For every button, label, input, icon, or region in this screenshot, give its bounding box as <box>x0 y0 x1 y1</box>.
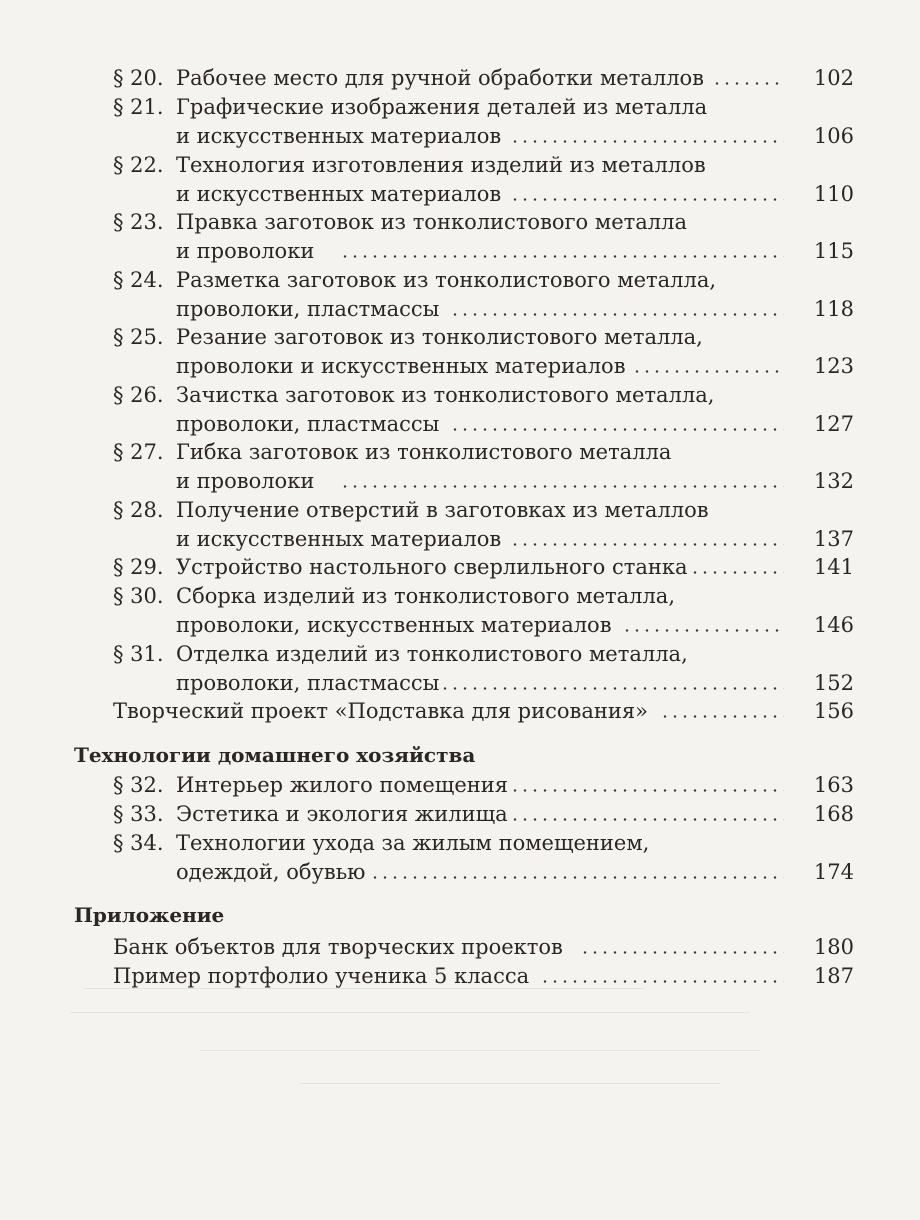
page-number: 180 <box>813 935 854 959</box>
show-through-line <box>200 1050 760 1051</box>
section-number: § 20. <box>113 66 164 90</box>
toc-entry-23 <box>0 207 920 237</box>
section-heading-home-technologies: Технологии домашнего хозяйства <box>74 743 476 767</box>
entry-title-cont: проволоки, пластмассы <box>176 671 440 695</box>
page-number: 102 <box>813 66 854 90</box>
show-through-line <box>300 1083 720 1084</box>
dot-leader <box>690 571 784 574</box>
toc-entry-27 <box>0 437 920 467</box>
entry-title: Получение отверстий в заготовках из металлов <box>176 498 709 522</box>
page-number: 174 <box>813 860 854 884</box>
toc-entry-34-cont <box>0 857 920 887</box>
toc-entry-30 <box>0 581 920 611</box>
page-number: 106 <box>813 124 854 148</box>
entry-title: Банк объектов для творческих проектов <box>113 935 563 959</box>
section-number: § 28. <box>113 498 164 522</box>
dot-leader <box>660 715 784 718</box>
section-number: § 22. <box>113 153 164 177</box>
entry-title-cont: одеждой, обувью <box>176 860 366 884</box>
entry-title-cont: проволоки и искусственных материалов <box>176 354 626 378</box>
dot-leader <box>580 951 784 954</box>
toc-entry-22 <box>0 150 920 180</box>
toc-entry-27-cont <box>0 466 920 496</box>
toc-entry-bank <box>0 932 920 962</box>
entry-title: Разметка заготовок из тонколистового металла, <box>176 268 717 292</box>
dot-leader <box>510 198 784 201</box>
entry-title-cont: и искусственных материалов <box>176 182 502 206</box>
dot-leader <box>450 313 784 316</box>
toc-entry-26-cont <box>0 409 920 439</box>
section-number: § 27. <box>113 440 164 464</box>
dot-leader <box>622 629 784 632</box>
page-number: 156 <box>813 699 854 723</box>
section-number: § 23. <box>113 210 164 234</box>
dot-leader <box>440 687 784 690</box>
dot-leader <box>712 82 784 85</box>
entry-title: Устройство настольного сверлильного станка <box>176 555 688 579</box>
toc-entry-portfolio <box>0 961 920 991</box>
toc-entry-29 <box>0 552 920 582</box>
dot-leader <box>370 876 784 879</box>
entry-title: Зачистка заготовок из тонколистового металла, <box>176 383 715 407</box>
entry-title: Отделка изделий из тонколистового металла, <box>176 642 688 666</box>
toc-entry-24 <box>0 265 920 295</box>
entry-title: Графические изображения деталей из металла <box>176 95 708 119</box>
toc-entry-33 <box>0 799 920 829</box>
dot-leader <box>632 370 784 373</box>
toc-entry-23-cont <box>0 236 920 266</box>
dot-leader <box>340 255 784 258</box>
entry-title-cont: и проволоки <box>176 239 315 263</box>
entry-title: Пример портфолио ученика 5 класса <box>113 964 530 988</box>
section-heading-appendix: Приложение <box>74 903 225 927</box>
entry-title-cont: и искусственных материалов <box>176 124 502 148</box>
page-number: 163 <box>813 773 854 797</box>
entry-title: Технологии ухода за жилым помещением, <box>176 831 650 855</box>
entry-title: Гибка заготовок из тонколистового металла <box>176 440 672 464</box>
page-number: 127 <box>813 412 854 436</box>
section-number: § 25. <box>113 325 164 349</box>
entry-title-cont: и искусственных материалов <box>176 527 502 551</box>
toc-entry-30-cont <box>0 610 920 640</box>
toc-entry-20 <box>0 63 920 93</box>
entry-title: Интерьер жилого помещения <box>176 773 508 797</box>
dot-leader <box>510 140 784 143</box>
page-number: 187 <box>813 964 854 988</box>
section-number: § 34. <box>113 831 164 855</box>
show-through-line <box>70 1012 750 1013</box>
section-number: § 21. <box>113 95 164 119</box>
entry-title: Творческий проект «Подставка для рисования» <box>113 699 648 723</box>
entry-title-cont: и проволоки <box>176 469 315 493</box>
page-number: 152 <box>813 671 854 695</box>
dot-leader <box>510 789 784 792</box>
dot-leader <box>540 980 784 983</box>
entry-title: Правка заготовок из тонколистового металла <box>176 210 687 234</box>
toc-entry-25-cont <box>0 351 920 381</box>
entry-title: Сборка изделий из тонколистового металла, <box>176 584 676 608</box>
page-number: 168 <box>813 802 854 826</box>
toc-entry-24-cont <box>0 294 920 324</box>
dot-leader <box>450 428 784 431</box>
page-number: 123 <box>813 354 854 378</box>
toc-entry-34 <box>0 828 920 858</box>
toc-entry-32 <box>0 770 920 800</box>
page-number: 118 <box>813 297 854 321</box>
entry-title: Рабочее место для ручной обработки металлов <box>176 66 704 90</box>
entry-title-cont: проволоки, искусственных материалов <box>176 613 612 637</box>
section-number: § 31. <box>113 642 164 666</box>
dot-leader <box>510 543 784 546</box>
toc-entry-26 <box>0 380 920 410</box>
page-number: 141 <box>813 555 854 579</box>
page-number: 146 <box>813 613 854 637</box>
toc-entry-28 <box>0 495 920 525</box>
section-number: § 33. <box>113 802 164 826</box>
dot-leader <box>340 485 784 488</box>
entry-title: Технология изготовления изделий из металлов <box>176 153 706 177</box>
toc-entry-21-cont <box>0 121 920 151</box>
toc-entry-22-cont <box>0 179 920 209</box>
page-number: 137 <box>813 527 854 551</box>
toc-entry-31-cont <box>0 668 920 698</box>
page-number: 132 <box>813 469 854 493</box>
page-number: 110 <box>813 182 854 206</box>
toc-entry-25 <box>0 322 920 352</box>
toc-entry-21 <box>0 92 920 122</box>
toc-entry-project <box>0 696 920 726</box>
entry-title: Эстетика и экология жилища <box>176 802 508 826</box>
page-number: 115 <box>813 239 854 263</box>
section-number: § 29. <box>113 555 164 579</box>
section-number: § 24. <box>113 268 164 292</box>
section-number: § 26. <box>113 383 164 407</box>
section-number: § 32. <box>113 773 164 797</box>
toc-entry-31 <box>0 639 920 669</box>
entry-title: Резание заготовок из тонколистового металла, <box>176 325 703 349</box>
toc-entry-28-cont <box>0 524 920 554</box>
section-number: § 30. <box>113 584 164 608</box>
entry-title-cont: проволоки, пластмассы <box>176 297 440 321</box>
entry-title-cont: проволоки, пластмассы <box>176 412 440 436</box>
dot-leader <box>510 818 784 821</box>
